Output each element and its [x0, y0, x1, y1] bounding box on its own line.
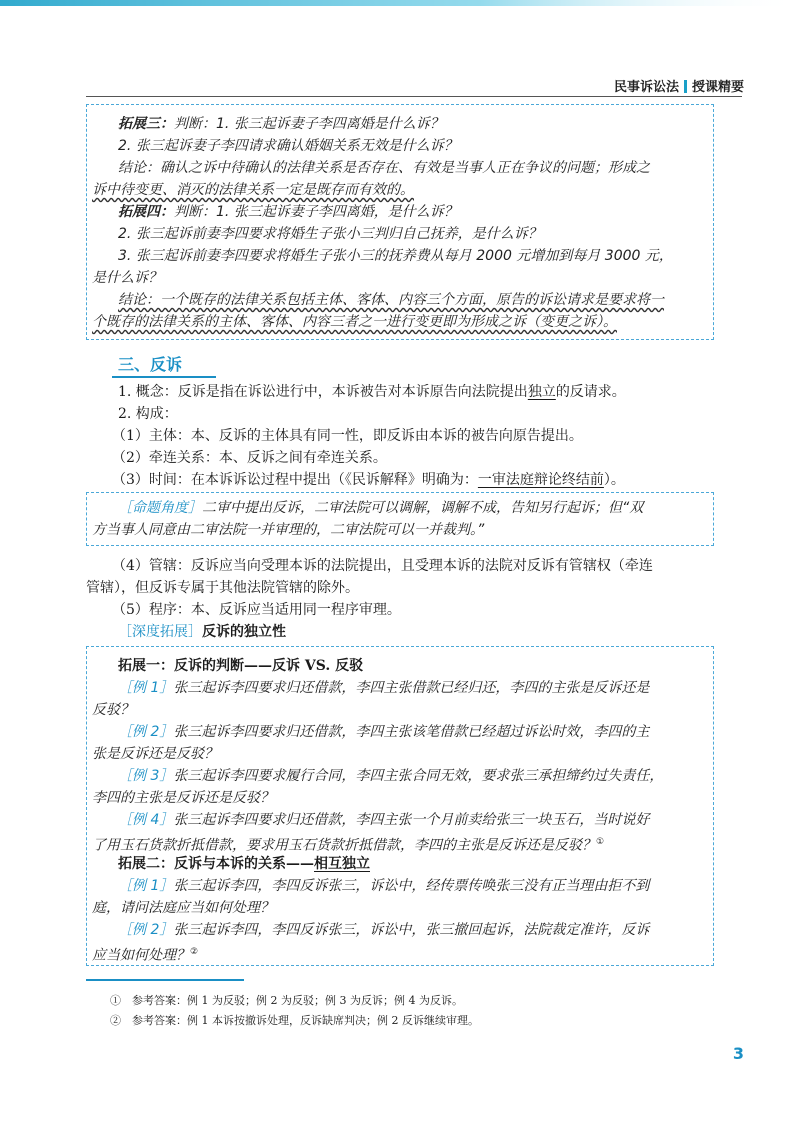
- time-text-a: （3）时间：在本诉诉讼过程中提出（《民诉解释》明确为：: [112, 472, 478, 488]
- example-1-text-1: 张三起诉李四要求归还借款，李四主张借款已经归还，李四的主张是反诉还是: [173, 680, 650, 696]
- jurisdiction-item: （4）管辖：反诉应当向受理本诉的法院提出，且受理本诉的法院对反诉有管辖权（牵连: [112, 558, 653, 574]
- box1-line-9: 结论：一个既存的法律关系包括主体、客体、内容三个方面，原告的诉讼请求是要求将一: [118, 292, 664, 308]
- extension-4-label: 拓展四：: [118, 204, 174, 220]
- example-5-tag: ［例 1］: [118, 878, 174, 894]
- connection-item: （2）牵连关系：本、反诉之间有牵连关系。: [112, 450, 387, 466]
- section-title-underline: [112, 376, 216, 378]
- example-5-text-1: 张三起诉李四，李四反诉张三，诉讼中，经传票传唤张三没有正当理由拒不到: [173, 878, 650, 894]
- example-6-line-2: [92, 942, 198, 966]
- subject-item: （1）主体：本、反诉的主体具有同一性，即反诉由本诉的被告向原告提出。: [112, 428, 583, 444]
- example-1-line-2: 反驳？: [92, 702, 134, 718]
- box1-text-1: 判断：1. 张三起诉妻子李四离婚是什么诉？: [174, 116, 444, 132]
- concept-text-underlined: 独立: [527, 384, 556, 400]
- example-3-text-1: 张三起诉李四要求履行合同，李四主张合同无效，要求张三承担缔约过失责任，: [173, 768, 664, 784]
- box1-line-3: 结论：确认之诉中待确认的法律关系是否存在、有效是当事人正在争议的问题；形成之: [118, 160, 650, 176]
- exam-angle-line-1: [118, 498, 643, 518]
- example-2-line-2: 张是反诉还是反驳？: [92, 746, 218, 762]
- running-header: [614, 76, 744, 95]
- box1-line-2: 2. 张三起诉妻子李四请求确认婚姻关系无效是什么诉？: [118, 138, 458, 154]
- exam-angle-text-1: 二审中提出反诉，二审法院可以调解，调解不成，告知另行起诉；但“双: [202, 500, 644, 516]
- example-1-line-1: [118, 678, 649, 698]
- header-series: 授课精要: [691, 80, 744, 95]
- box1-line-8: 是什么诉？: [92, 270, 162, 286]
- footnote-ref-1[interactable]: ①: [596, 837, 605, 847]
- box1-line-1: [118, 114, 444, 134]
- box1-line-5: [118, 202, 458, 222]
- example-4-tag: ［例 4］: [118, 812, 174, 828]
- header-rule: [86, 96, 742, 97]
- header-separator: [684, 80, 687, 93]
- exam-angle-line-2: 方当事人同意由二审法院一并审理的，二审法院可以一并裁判。”: [92, 522, 485, 538]
- extension-2-title-underlined: 相互独立: [314, 856, 370, 872]
- deep-extension-title: 反诉的独立性: [202, 624, 286, 640]
- box1-text-5: 判断：1. 张三起诉妻子李四离婚，是什么诉？: [174, 204, 458, 220]
- extension-1-title: 拓展一：反诉的判断——反诉 VS. 反驳: [118, 658, 364, 674]
- example-6-text-1: 张三起诉李四，李四反诉张三，诉讼中，张三撤回起诉，法院裁定准许，反诉: [173, 922, 650, 938]
- jurisdiction-item-cont: 管辖），但反诉专属于其他法院管辖的除外。: [86, 580, 359, 596]
- page-number: 3: [732, 1044, 744, 1063]
- extension-3-label: 拓展三：: [118, 116, 174, 132]
- time-text-underlined: 一审法庭辩论终结前: [477, 472, 604, 488]
- extension-2-title: [118, 854, 370, 874]
- top-gradient-bar: [0, 0, 800, 52]
- example-4-text-2: 了用玉石货款折抵借款，要求用玉石货款折抵借款，李四的主张是反诉还是反驳？: [92, 837, 596, 854]
- footnote-rule: [86, 979, 244, 981]
- example-3-line-2: 李四的主张是反诉还是反驳？: [92, 790, 274, 806]
- concept-text-b: 的反请求。: [555, 384, 626, 400]
- box1-line-6: 2. 张三起诉前妻李四要求将婚生子张小三判归自己抚养，是什么诉？: [118, 226, 542, 242]
- example-3-tag: ［例 3］: [118, 768, 174, 784]
- example-2-text-1: 张三起诉李四要求归还借款，李四主张该笔借款已经超过诉讼时效，李四的主: [173, 724, 650, 740]
- example-2-tag: ［例 2］: [118, 724, 174, 740]
- concept-paragraph: [118, 382, 626, 402]
- footnote-2: ② 参考答案：例 1 本诉按撤诉处理，反诉缺席判决；例 2 反诉继续审理。: [110, 1014, 479, 1027]
- header-course: 民事诉讼法: [613, 80, 679, 95]
- exam-angle-tag: ［命题角度］: [118, 500, 202, 516]
- example-6-text-2: 应当如何处理？: [92, 947, 190, 964]
- example-6-tag: ［例 2］: [118, 922, 174, 938]
- example-2-line-1: [118, 722, 649, 742]
- extension-2-title-a: 拓展二：反诉与本诉的关系——: [118, 856, 314, 872]
- deep-extension-heading: [118, 622, 286, 642]
- example-5-line-1: [118, 876, 649, 896]
- time-text-b: ）。: [603, 472, 625, 488]
- composition-heading: 2. 构成：: [118, 406, 178, 422]
- example-1-tag: ［例 1］: [118, 680, 174, 696]
- box1-line-7: 3. 张三起诉前妻李四要求将婚生子张小三的抚养费从每月 2000 元增加到每月 3000 元，: [118, 248, 673, 264]
- time-item: [112, 470, 625, 490]
- example-4-line-2: [92, 832, 604, 856]
- section-title: 三、反诉: [118, 355, 183, 374]
- example-5-line-2: 庭，请问法庭应当如何处理？: [92, 900, 274, 916]
- box1-line-4: 诉中待变更、消灭的法律关系一定是既存而有效的。: [92, 182, 414, 198]
- example-3-line-1: [118, 766, 663, 786]
- deep-extension-tag: ［深度拓展］: [118, 624, 202, 640]
- box1-line-10: 个既存的法律关系的主体、客体、内容三者之一进行变更即为形成之诉（变更之诉）。: [92, 314, 617, 330]
- footnote-ref-2[interactable]: ②: [190, 947, 199, 957]
- example-4-text-1: 张三起诉李四要求归还借款，李四主张一个月前卖给张三一块玉石，当时说好: [173, 812, 650, 828]
- footnote-1: ① 参考答案：例 1 为反驳；例 2 为反驳；例 3 为反诉；例 4 为反诉。: [110, 994, 463, 1007]
- example-4-line-1: [118, 810, 649, 830]
- example-6-line-1: [118, 920, 649, 940]
- concept-text-a: 1. 概念：反诉是指在诉讼进行中，本诉被告对本诉原告向法院提出: [118, 384, 528, 400]
- procedure-item: （5）程序：本、反诉应当适用同一程序审理。: [112, 602, 401, 618]
